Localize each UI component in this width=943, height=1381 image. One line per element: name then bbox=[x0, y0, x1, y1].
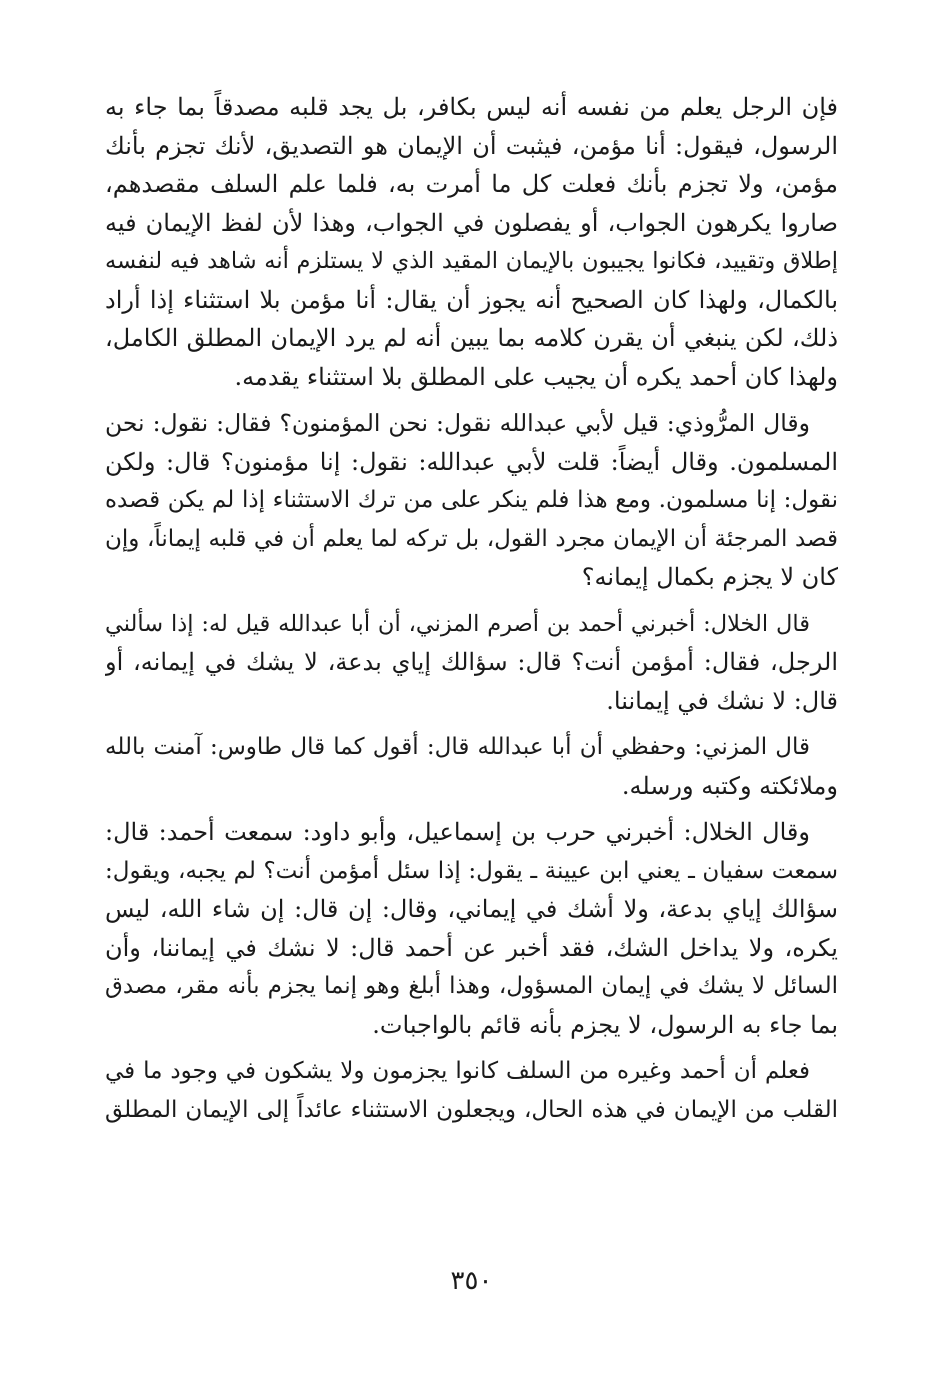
paragraph bbox=[105, 605, 838, 721]
text-line: وملائكته وكتبه ورسله. bbox=[621, 771, 838, 800]
text-line: كان لا يجزم بكمال إيمانه؟ bbox=[581, 563, 838, 591]
text-line: سؤالك إياي بدعة، ولا أشك في إيماني، وقال: إن قال: إن شاء الله، ليس bbox=[105, 895, 838, 923]
paragraph bbox=[105, 728, 838, 805]
text-line: وقال المرُّوذي: قيل لأبي عبدالله نقول: نحن المؤمنون؟ فقال: نقول: نحن bbox=[105, 409, 810, 437]
text-line: المسلمون. وقال أيضاً: قلت لأبي عبدالله: نقول: إنا مؤمنون؟ قال: ولكن bbox=[105, 447, 838, 476]
text-line: بما جاء به الرسول، لا يجزم بأنه قائم بالواجبات. bbox=[372, 1010, 838, 1039]
text-line: صاروا يكرهون الجواب، أو يفصلون في الجواب، وهذا لأن لفظ الإيمان فيه bbox=[105, 208, 838, 237]
text-line: قال المزني: وحفظي أن أبا عبدالله قال: أقول كما قال طاوس: آمنت بالله bbox=[105, 734, 810, 760]
text-line: سمعت سفيان ـ يعني ابن عيينة ـ يقول: إذا سئل أمؤمن أنت؟ لم يجبه، ويقول: bbox=[105, 857, 838, 884]
page-number: ٣٥٠ bbox=[450, 1266, 493, 1296]
text-line: ذلك، لكن ينبغي أن يقرن كلامه بما يبين أنه لم يرد الإيمان المطلق الكامل، bbox=[105, 324, 838, 352]
text-line: السائل لا يشك في إيمان المسؤول، وهذا أبلغ وهو إنما يجزم بأنه مقر، مصدق bbox=[105, 973, 838, 999]
text-line: وقال الخلال: أخبرني حرب بن إسماعيل، وأبو داود: سمعت أحمد: قال: bbox=[105, 818, 810, 846]
text-line: إطلاق وتقييد، فكانوا يجيبون بالإيمان المقيد الذي لا يستلزم أنه شاهد فيه لنفسه bbox=[105, 248, 838, 274]
text-line: قصد المرجئة أن الإيمان مجرد القول، بل تركه لما يعلم أن في قلبه إيماناً، وإن bbox=[105, 525, 838, 552]
text-line: يكره، ولا يداخل الشك، فقد أخبر عن أحمد قال: لا نشك في إيماننا، وأن bbox=[105, 933, 838, 962]
text-line: الرجل، فقال: أمؤمن أنت؟ قال: سؤالك إياي بدعة، لا يشك في إيمانه، أو bbox=[105, 648, 838, 676]
paragraph bbox=[105, 813, 838, 1044]
text-line: فإن الرجل يعلم من نفسه أنه ليس بكافر، بل يجد قلبه مصدقاً بما جاء به bbox=[105, 93, 838, 121]
text-line: مؤمن، ولا تجزم بأنك فعلت كل ما أمرت به، فلما علم السلف مقصدهم، bbox=[105, 170, 838, 198]
paragraph bbox=[105, 1052, 838, 1129]
paragraph bbox=[105, 88, 838, 396]
paragraph bbox=[105, 404, 838, 597]
text-line: فعلم أن أحمد وغيره من السلف كانوا يجزمون ولا يشكون في وجود ما في bbox=[105, 1058, 810, 1084]
text-line: بالكمال، ولهذا كان الصحيح أنه يجوز أن يقال: أنا مؤمن بلا استثناء إذا أراد bbox=[105, 285, 838, 314]
text-line: ولهذا كان أحمد يكره أن يجيب على المطلق بلا استثناء يقدمه. bbox=[234, 362, 838, 391]
text-line: نقول: إنا مسلمون. ومع هذا فلم ينكر على من ترك الاستثناء إذا لم يكن قصده bbox=[105, 487, 838, 513]
text-line: الرسول، فيقول: أنا مؤمن، فيثبت أن الإيمان هو التصديق، لأنك تجزم بأنك bbox=[105, 131, 838, 160]
text-line: قال: لا نشك في إيماننا. bbox=[606, 686, 838, 715]
text-line: القلب من الإيمان في هذه الحال، ويجعلون الاستثناء عائداً إلى الإيمان المطلق bbox=[105, 1096, 838, 1123]
body-text bbox=[105, 88, 838, 1137]
text-line: قال الخلال: أخبرني أحمد بن أصرم المزني، أن أبا عبدالله قيل له: إذا سألني bbox=[105, 610, 810, 637]
